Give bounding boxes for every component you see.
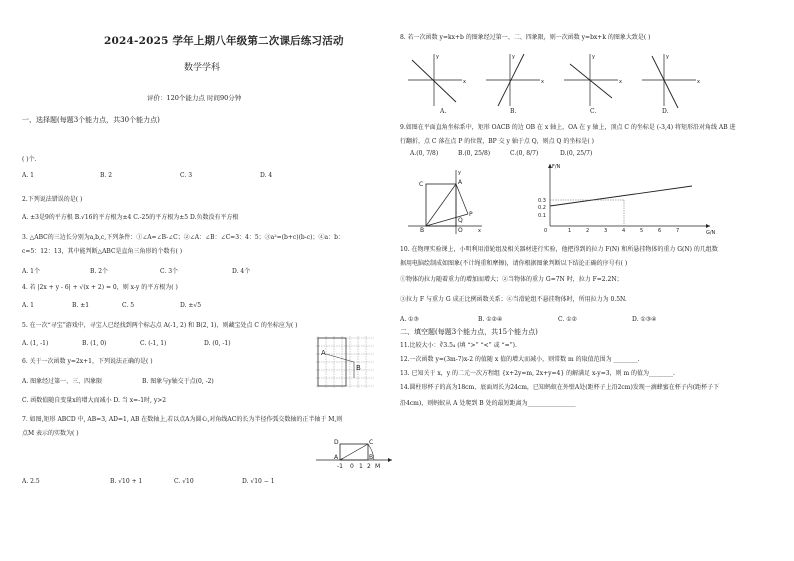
q9-fig-label-b: B — [420, 227, 425, 234]
q7-option-a: A. 2.5 — [22, 478, 40, 485]
q7-fig-label-m: M — [375, 463, 381, 470]
q10-option-b: B. ①②④ — [478, 316, 503, 323]
q7-fig-tick-0: 0 — [350, 463, 354, 470]
q12-text: 12.一次函数 y=(3m-7)x-2 的值随 x 值的增大而减小，则常数 m 的取值范围为 ________. — [400, 356, 640, 363]
q8-graph-d — [642, 54, 700, 108]
svg-text:x: x — [541, 79, 544, 85]
q8-stem: 8. 若一次函数 y=kx+b 的图象经过第一、二、四象限，则一次函数 y=bx+k 的图象大致是( ) — [400, 34, 651, 41]
q8-graph-a — [408, 54, 466, 106]
q8-graphs — [406, 50, 706, 116]
q3-option-b: B. 2个 — [90, 268, 109, 275]
q14-line1: 14.圆柱形杯子的高为18cm，底面周长为24cm，已知蚂蚁在外壁A处(距杯子上沿2cm)发现一滴蜂蜜在杯子内(距杯子下 — [400, 384, 720, 391]
q6-option-cd: C. 函数值随自变量x的增大而减小 D. 当 x=-1时, y>2 — [22, 397, 167, 404]
q10-ylabel: F/N — [552, 164, 561, 170]
q7-option-b: B. √10 + 1 — [110, 478, 143, 485]
q7-fig-label-d: D — [334, 439, 339, 446]
q6-stem: 6. 关于一次函数 y=2x+1，下列说法正确的是( ) — [22, 358, 153, 365]
q3-option-c: C. 3个 — [160, 268, 179, 275]
q7-fig-tick-1: 1 — [359, 463, 363, 470]
q10-xtick-2: 2 — [586, 228, 590, 234]
q7-fig-label-b: B — [369, 454, 374, 461]
q7-fig-label-c: C — [369, 439, 374, 446]
q4-option-c: C. 5 — [122, 302, 135, 309]
q7-fig-label-a: A — [334, 454, 339, 461]
svg-text:y: y — [436, 54, 439, 60]
q10-xtick-7: 7 — [676, 228, 680, 234]
q5-fig-label-b: B — [356, 364, 361, 372]
q10-line2: 据用电脑绘制成如图象(不计绳重和摩擦)，请你根据图象判断以下结论正确的序号有( ) — [400, 260, 628, 267]
q10-line3: ①物体的拉力随着重力的增加而增大；②当物体的重力 G=7N 时，拉力 F=2.2N； — [400, 276, 623, 283]
q3-line1: 3. △ABC的三边长分别为a,b,c,下列条件：①∠A=∠B-∠C；②∠A：∠B：∠C=3：4：5；③a²=(b+c)(b-c)；④a：b： — [22, 234, 344, 241]
q10-line1: 10. 在物理实验课上，小明利用滑轮组及相关器材进行实验，他把得到的拉力 F(N) 和所悬挂物体的重力 G(N) 的几组数 — [400, 246, 718, 253]
q10-chart — [530, 160, 720, 236]
q5-option-b: B. (1, 0) — [82, 340, 107, 347]
q3-option-d: D. 4个 — [232, 268, 251, 275]
q7-fig-tick-2: 2 — [367, 463, 371, 470]
q5-option-c: C. (-1, 1) — [140, 340, 167, 347]
section-2-heading: 二、填空题(每题3个能力点，共15个能力点) — [400, 328, 538, 336]
svg-text:x: x — [619, 79, 622, 85]
q10-option-a: A. ①③ — [400, 316, 419, 323]
q10-line4: ③拉力 F 与重力 G 成正比例函数关系；④当滑轮组不悬挂物体时，所用拉力为 0.5N. — [400, 296, 627, 303]
q9-fig-label-a: A — [458, 179, 463, 186]
q10-xtick-1: 1 — [568, 228, 572, 234]
svg-text:x: x — [463, 79, 466, 85]
q8-label-a: A. — [440, 108, 447, 115]
q11-text: 11.比较大小：∛3.5₄ (填 “>” “<” 或 “=”). — [400, 342, 517, 349]
q10-ytick-02: 0.2 — [538, 205, 546, 211]
q10-option-d: D. ①③④ — [632, 316, 657, 323]
q8-label-d: D. — [662, 108, 669, 115]
q1-option-c: C. 3 — [180, 172, 193, 179]
q9-option-a: A.(0, 7/8) — [410, 150, 439, 157]
q9-option-d: D.(0, 25/7) — [560, 150, 593, 157]
q9-option-b: B.(0, 25/8) — [458, 150, 491, 157]
q8-graph-c — [564, 54, 622, 106]
svg-text:y: y — [458, 170, 461, 176]
q1-option-b: B. 2 — [100, 172, 113, 179]
q4-option-d: D. ±√5 — [180, 302, 202, 309]
q1-option-a: A. 1 — [22, 172, 34, 179]
q10-ytick-03: 0.3 — [538, 198, 546, 204]
q9-line2: 行翻折，点 C 落在点 P 的位置，BP 交 y 轴于点 Q，则点 Q 的坐标是( ) — [400, 138, 594, 145]
q10-xtick-3: 3 — [604, 228, 608, 234]
q6-option-a: A. 图象经过第一、三、四象限 — [22, 378, 103, 385]
q9-option-c: C.(0, 8/7) — [510, 150, 539, 157]
exam-subject: 数学学科 — [184, 63, 221, 73]
q6-option-b: B. 图象与y轴交于点(0, -2) — [142, 378, 214, 385]
q5-fig-label-a: A — [321, 349, 326, 357]
q2-stem: 2.下列说法错误的是( ) — [22, 196, 83, 203]
svg-text:x: x — [478, 228, 481, 234]
q5-stem: 5. 在一次“寻宝”游戏中，寻宝人已经找到两个标志点 A(-1, 2) 和 B(2, 1)，则藏宝处点 C 的坐标应为( ) — [22, 322, 298, 329]
q8-label-c: C. — [590, 108, 597, 115]
q7-option-c: C. √10 — [174, 478, 194, 485]
q10-xtick-6: 6 — [658, 228, 662, 234]
q10-xtick-4: 4 — [622, 228, 626, 234]
q13-text: 13. 已知关于 x，y 的二元一次方程组 {x+2y=m, 2x+y=4} 的解满足 x-y=3，则 m 的值为________. — [400, 370, 675, 377]
q5-grid-figure — [314, 334, 376, 390]
q10-option-c: C. ①② — [558, 316, 577, 323]
q5-option-a: A. (1, -1) — [22, 340, 49, 347]
q9-fig-label-c: C — [419, 181, 424, 188]
q2-options: A. ±3是9的平方根 B.√16的平方根为±4 C.-25的平方根为±5 D.负数没有平方根 — [22, 214, 239, 221]
q10-force-line — [550, 186, 692, 206]
exam-title: 2024-2025 学年上期八年级第二次课后练习活动 — [104, 35, 344, 47]
q4-option-a: A. 1 — [22, 302, 34, 309]
q3-option-a: A. 1个 — [22, 268, 40, 275]
svg-text:y: y — [592, 54, 595, 60]
q3-line2: c=5：12：13，其中能判断△ABC是直角三角形的个数有( ) — [22, 248, 183, 255]
q4-stem: 4. 若 |2x + y - 6| + √(x + 2) = 0，则 x-y 的平方根为( ) — [22, 284, 178, 291]
q10-ytick-01: 0.1 — [538, 213, 546, 219]
q9-fig-label-o: O — [458, 227, 463, 234]
q9-figure — [406, 166, 486, 236]
q10-xtick-5: 5 — [640, 228, 644, 234]
section-1-heading: 一、选择题(每题3个能力点，共30个能力点) — [22, 116, 160, 124]
q10-xlabel: G/N — [706, 230, 716, 236]
svg-text:y: y — [512, 54, 515, 60]
q7-fig-tick-neg1: -1 — [337, 463, 343, 470]
q7-line1: 7. 如图,矩形 ABCD 中, AB=3, AD=1, AB 在数轴上,若以点A为圆心,对角线AC的长为半径作弧交数轴的正半轴于 M,则 — [22, 416, 343, 423]
q9-line1: 9.如图在平面直角坐标系中，矩形 OACB 的边 OB 在 x 轴上，OA 在 y 轴上，顶点 C 的坐标是 (-3,4) 将矩形沿对角线 AB 进 — [400, 124, 736, 131]
q5-option-d: D. (0, -1) — [204, 340, 231, 347]
q9-fig-label-q: Q — [458, 217, 463, 224]
q8-graph-b — [486, 54, 544, 106]
q4-option-b: B. ±1 — [72, 302, 90, 309]
q9-fig-label-p: P — [469, 211, 473, 218]
exam-meta: 评价：120个能力点 时间90分钟 — [147, 94, 242, 102]
q14-line2: 沿4cm)，则蚂蚁从 A 处爬到 B 处的最短距离为________________ — [400, 400, 576, 407]
q10-origin: 0 — [544, 228, 548, 234]
q1-stem: ( )个. — [22, 156, 37, 163]
q1-option-d: D. 4 — [260, 172, 273, 179]
svg-text:y: y — [666, 54, 669, 60]
q7-numberline-figure — [314, 434, 394, 474]
q8-label-b: B. — [510, 108, 517, 115]
svg-text:x: x — [697, 79, 700, 85]
q7-option-d: D. √10 − 1 — [242, 478, 275, 485]
q7-line2: 点M 表示的实数为( ) — [22, 430, 79, 437]
